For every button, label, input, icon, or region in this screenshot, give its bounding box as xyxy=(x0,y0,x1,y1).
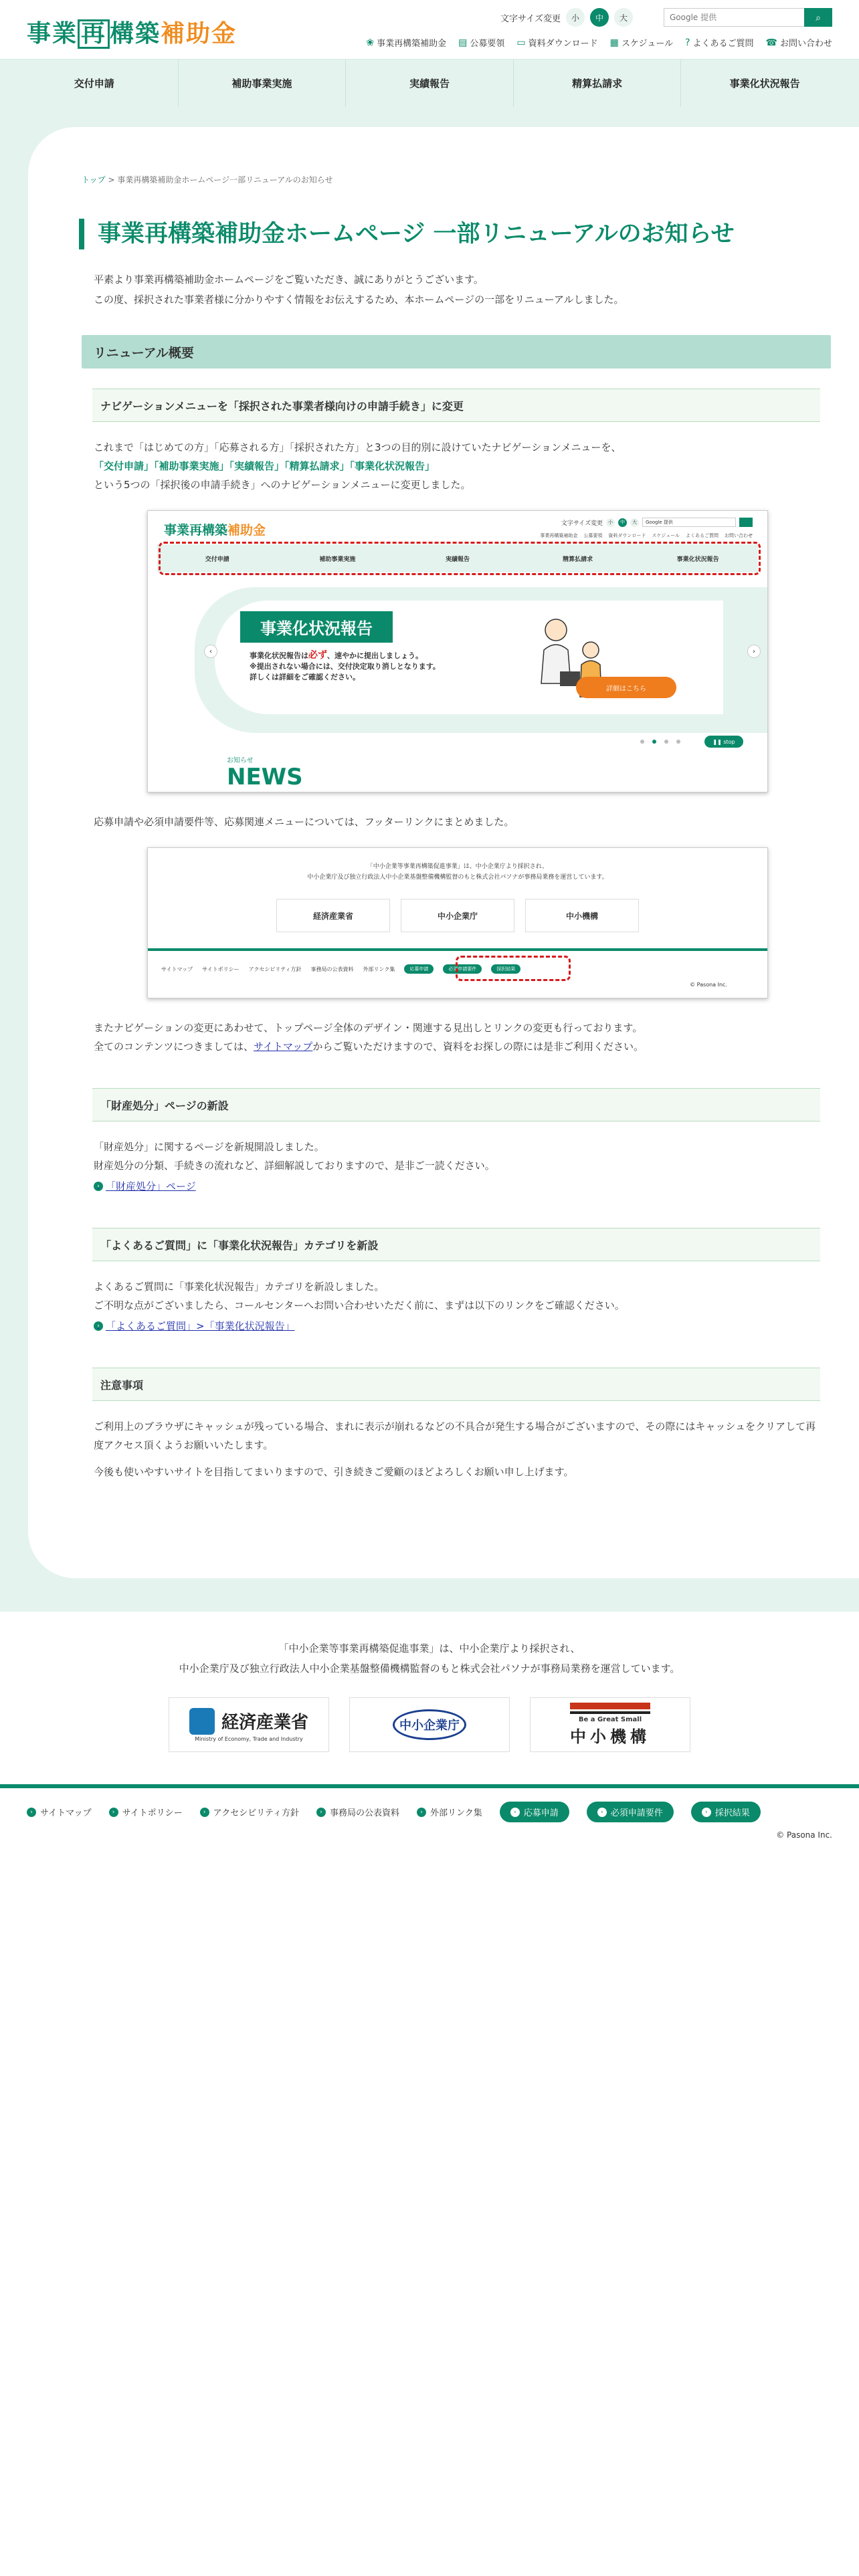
arrow-right-icon: › xyxy=(94,1182,103,1191)
copyright: © Pasona Inc. xyxy=(776,1830,832,1840)
mini-nav-item: 事業化状況報告 xyxy=(676,556,719,563)
screenshot-header-nav xyxy=(147,510,768,792)
footer-text xyxy=(0,1638,859,1679)
util-link-guidelines[interactable] xyxy=(458,36,504,49)
gnav-item-commercialization-report[interactable]: 事業化状況報告 xyxy=(729,78,800,90)
mini-hero xyxy=(195,587,767,733)
util-link-downloads[interactable] xyxy=(516,36,597,49)
footer-links xyxy=(0,1788,859,1822)
mini-footer-text xyxy=(148,861,767,883)
footer-line: 中小企業庁及び独立行政法人中小企業基盤整備機構監督のもと株式会社パソナが事務局業務を運営しています。 xyxy=(179,1662,680,1675)
paragraph: 財産処分の分類、手続きの流れなど、詳細解説しておりますので、是非ご一読ください。 xyxy=(94,1160,495,1172)
text: からご覧いただけますので、資料をお探しの際には是非ご利用ください。 xyxy=(312,1041,644,1053)
breadcrumb-current: 事業再構築補助金ホームページ一部リニューアルのお知らせ xyxy=(117,175,333,185)
chusho-logo: 中小企業庁 xyxy=(393,1709,466,1740)
font-size-small-button[interactable]: 小 xyxy=(566,8,585,27)
pause-icon: ❚❚ xyxy=(712,738,722,745)
mini-next-arrow-icon: › xyxy=(747,645,761,658)
paragraph-highlight: 「交付申請」「補助事業実施」「実績報告」「精算払請求」「事業化状況報告」 xyxy=(94,460,436,472)
mini-hero-badge: 事業化状況報告 xyxy=(240,611,393,643)
paragraph: という5つの「採択後の申請手続き」へのナビゲーションメニューに変更しました。 xyxy=(94,479,471,491)
section-heading-overview: リニューアル概要 xyxy=(82,335,831,368)
arrow-right-icon: › xyxy=(94,1321,103,1331)
footer-link-site-policy[interactable] xyxy=(109,1806,183,1818)
util-link-label: スケジュール xyxy=(621,39,674,49)
util-link-label: お問い合わせ xyxy=(779,39,832,49)
arrow-right-icon: › xyxy=(109,1808,118,1817)
meti-english-name: Ministry of Economy, Trade and Industry xyxy=(195,1735,303,1742)
paragraph: よくあるご質問に「事業化状況報告」カテゴリを新設しました。 xyxy=(94,1281,385,1293)
subheading-faq-category: 「よくあるご質問」に「事業化状況報告」カテゴリを新設 xyxy=(92,1228,820,1261)
mini-util-link: 公募要領 xyxy=(583,533,603,538)
mini-stop-button xyxy=(704,736,743,748)
calendar-icon: ▦ xyxy=(609,37,619,48)
mini-nav-item: 補助事業実施 xyxy=(319,556,356,563)
intro-line: 平素より事業再構築補助金ホームページをご覧いただき、誠にありがとうございます。 xyxy=(94,274,484,286)
hero-text-part: 、速やかに提出しましょう。 xyxy=(327,651,423,660)
mini-nav-item: 精算払請求 xyxy=(563,556,593,563)
document-icon: ▤ xyxy=(458,37,468,48)
arrow-right-icon: › xyxy=(417,1808,426,1817)
mini-footer-pill: 必須申請要件 xyxy=(443,964,482,974)
subheading-property-disposal: 「財産処分」ページの新設 xyxy=(92,1088,820,1121)
property-disposal-body xyxy=(82,1138,820,1196)
mini-hero-detail-button: 詳細はこちら xyxy=(576,677,676,698)
question-icon: ? xyxy=(685,37,690,48)
mini-footer-link: 事務局の公表資料 xyxy=(310,966,354,972)
intro xyxy=(82,270,831,310)
footer-logos xyxy=(0,1697,859,1752)
mini-font-label: 文字サイズ変更 xyxy=(561,520,603,527)
mini-search: Google 提供 xyxy=(642,518,736,527)
footer-link-accessibility[interactable] xyxy=(200,1806,299,1818)
screenshot-footer xyxy=(147,847,768,998)
footer-pill-label: 必須申請要件 xyxy=(610,1808,663,1818)
highlight-dashed-box xyxy=(159,542,761,575)
breadcrumb xyxy=(82,174,831,185)
arrow-right-icon: › xyxy=(200,1808,209,1817)
mini-smrj-logo: 中小機構 xyxy=(525,899,639,932)
page-title: 事業再構築補助金ホームページ 一部リニューアルのお知らせ xyxy=(79,219,831,249)
breadcrumb-home[interactable]: トップ xyxy=(82,175,106,185)
gnav-item-performance-report[interactable]: 実績報告 xyxy=(346,60,514,107)
utility-links xyxy=(366,36,832,49)
mini-util-link: お問い合わせ xyxy=(725,533,753,538)
mini-nav-item: 交付申請 xyxy=(205,556,229,563)
util-link-contact[interactable] xyxy=(766,36,832,49)
logo-text-c: 構築 xyxy=(110,20,161,47)
font-size-medium-button[interactable]: 中 xyxy=(590,8,609,27)
folder-icon: ▭ xyxy=(516,37,526,48)
footer-link-external[interactable] xyxy=(417,1806,482,1818)
paragraph: またナビゲーションの変更にあわせて、トップページ全体のデザイン・関連する見出しとリンクの変更も行っております。 xyxy=(94,1022,643,1034)
footer-pill-label: 採択結果 xyxy=(714,1808,750,1818)
breadcrumb-separator: > xyxy=(108,175,115,185)
notes-body xyxy=(82,1417,820,1481)
carousel-dot xyxy=(640,740,644,744)
gnav-item-grant-application[interactable]: 交付申請 xyxy=(11,60,179,107)
footer-line: 「中小企業等事業再構築促進事業」は、中小企業庁より採択され、 xyxy=(278,1642,581,1654)
footer-link-public-docs[interactable] xyxy=(316,1806,399,1818)
mini-util-link: スケジュール xyxy=(652,533,680,538)
global-nav xyxy=(0,59,859,107)
arrow-right-icon: › xyxy=(27,1808,36,1817)
util-link-label: 事業再構築補助金 xyxy=(377,39,447,49)
gnav-item-payment-request[interactable]: 精算払請求 xyxy=(514,60,682,107)
mini-hero-text xyxy=(250,650,440,683)
header-tools xyxy=(500,8,832,27)
paragraph-with-link xyxy=(94,1037,820,1056)
util-link-label: よくあるご質問 xyxy=(692,39,754,49)
arrow-right-icon: › xyxy=(316,1808,326,1817)
leaf-icon: ❀ xyxy=(366,37,375,48)
arrow-right-icon: › xyxy=(510,1808,520,1817)
util-link-home[interactable] xyxy=(366,36,446,49)
intro-line: この度、採択された事業者様に分かりやすく情報をお伝えするため、本ホームページの一部をリニューアルしました。 xyxy=(94,294,624,306)
arrow-right-icon: › xyxy=(702,1808,711,1817)
footer-link-label: 外部リンク集 xyxy=(430,1808,482,1818)
footer-link-label: 事務局の公表資料 xyxy=(329,1808,399,1818)
footer-pill-results[interactable] xyxy=(691,1802,761,1822)
mini-footer-link: サイトポリシー xyxy=(202,966,240,972)
mini-footer-line: 中小企業庁及び独立行政法人中小企業基盤整備機構監督のもと株式会社パソナが事務局業務を運営しています。 xyxy=(307,874,608,881)
mini-prev-arrow-icon: ‹ xyxy=(204,645,217,658)
util-link-faq[interactable] xyxy=(685,36,753,49)
footer-link-label: サイトマップ xyxy=(40,1808,92,1818)
hero-text-emphasis: 必ず xyxy=(308,650,327,661)
faq-category-link[interactable] xyxy=(94,1317,295,1335)
mini-footer-pill: 応募申請 xyxy=(404,964,434,974)
mini-copyright: © Pasona Inc. xyxy=(690,982,727,988)
mini-footer-divider xyxy=(148,948,767,951)
property-disposal-link[interactable] xyxy=(94,1177,196,1196)
hero-text-line: 詳しくは詳細をご確認ください。 xyxy=(250,673,360,681)
gnav-item-project-implementation[interactable]: 補助事業実施 xyxy=(179,60,347,107)
mini-logo-text: 構築 xyxy=(202,523,228,538)
meti-mark-icon xyxy=(189,1708,215,1735)
meti-logo-link[interactable] xyxy=(169,1697,329,1752)
paragraph: 応募申請や必須申請要件等、応募関連メニューについては、フッターリンクにまとめました。 xyxy=(94,816,514,828)
mini-logo-text: 事業 xyxy=(164,523,190,538)
phone-icon: ☎ xyxy=(765,37,777,48)
logo-text-b: 再 xyxy=(78,19,110,49)
subheading-notes: 注意事項 xyxy=(92,1368,820,1401)
search-icon: ⌕ xyxy=(816,11,821,23)
logo-text-d: 補助金 xyxy=(161,20,237,47)
mini-news-label: お知らせ xyxy=(227,757,254,764)
paragraph: 「財産処分」に関するページを新規開設しました。 xyxy=(94,1141,324,1153)
mini-font-large: 大 xyxy=(630,518,639,527)
mini-footer-link: サイトマップ xyxy=(161,966,193,972)
content-card xyxy=(28,127,859,1578)
paragraph: ご利用上のブラウザにキャッシュが残っている場合、まれに表示が崩れるなどの不具合が発生する場合がございますので、その際にはキャッシュをクリアして再度アクセス頂くようお願いいたします。 xyxy=(94,1420,816,1451)
mini-news-heading: NEWS xyxy=(227,764,303,790)
highlight-dashed-box xyxy=(456,956,571,981)
footer-pill-requirements[interactable] xyxy=(587,1802,674,1822)
mini-logo-text: 補助金 xyxy=(227,523,266,538)
subheading-nav-change: ナビゲーションメニューを「採択された事業者様向けの申請手続き」に変更 xyxy=(92,389,820,422)
site-logo[interactable] xyxy=(27,15,237,49)
smrj-name: 中小機構 xyxy=(570,1727,650,1746)
footer-pill-label: 応募申請 xyxy=(523,1808,559,1818)
nav-change-body xyxy=(82,438,820,1056)
site-search xyxy=(664,8,832,27)
paragraph: これまで「はじめての方」「応募される方」「採択された方」と3つの目的別に設けていたナビゲーションメニューを、 xyxy=(94,441,622,453)
mini-util-link: よくあるご質問 xyxy=(686,533,719,538)
smrj-logo-link[interactable] xyxy=(530,1697,690,1752)
smrj-red-bar xyxy=(570,1703,650,1709)
mini-footer-link: 外部リンク集 xyxy=(363,966,395,972)
mini-util-links xyxy=(540,532,753,539)
mini-util-link: 事業再構築補助金 xyxy=(540,533,578,538)
hero-text-line: ※提出されない場合には、交付決定取り消しとなります。 xyxy=(250,662,440,671)
arrow-right-icon: › xyxy=(597,1808,607,1817)
carousel-dot xyxy=(664,740,668,744)
mini-footer-pill: 採択結果 xyxy=(491,964,520,974)
mini-stop-label: stop xyxy=(723,738,735,745)
util-link-label: 資料ダウンロード xyxy=(528,39,598,49)
footer-link-label: アクセシビリティ方針 xyxy=(213,1808,299,1818)
mini-font-small: 小 xyxy=(606,518,615,527)
smrj-tagline: Be a Great Small xyxy=(578,1716,642,1723)
mini-logo-text: 再 xyxy=(189,523,203,538)
util-link-label: 公募要領 xyxy=(470,39,505,49)
util-link-schedule[interactable] xyxy=(610,36,673,49)
mini-carousel-dots xyxy=(640,740,680,744)
footer-link-sitemap[interactable] xyxy=(27,1806,92,1818)
mini-font-medium: 中 xyxy=(618,518,627,527)
sitemap-link[interactable]: サイトマップ xyxy=(253,1041,313,1053)
mini-footer-link: アクセシビリティ方針 xyxy=(248,966,302,972)
link-label: 「よくあるご質問」>「事業化状況報告」 xyxy=(106,1320,295,1332)
faq-body xyxy=(82,1277,820,1335)
mini-search-button xyxy=(739,518,753,527)
mini-util-link: 資料ダウンロード xyxy=(608,533,646,538)
meti-logo xyxy=(189,1708,308,1735)
font-size-label: 文字サイズ変更 xyxy=(500,13,561,24)
carousel-dot xyxy=(676,740,680,744)
main-background xyxy=(0,107,859,1612)
site-footer xyxy=(0,1612,859,1840)
paragraph: ご不明な点がございましたら、コールセンターへお問い合わせいただく前に、まずは以下のリンクをご確認ください。 xyxy=(94,1299,625,1311)
mini-meti-logo: 経済産業省 xyxy=(276,899,390,932)
mini-chusho-logo: 中小企業庁 xyxy=(401,899,514,932)
site-header xyxy=(0,0,859,59)
text: 全てのコンテンツにつきましては、 xyxy=(94,1041,254,1053)
mini-footer-line: 「中小企業等事業再構築促進事業」は、中小企業庁より採択され、 xyxy=(367,863,549,870)
font-size-large-button[interactable]: 大 xyxy=(614,8,633,27)
footer-link-label: サイトポリシー xyxy=(122,1808,183,1818)
hero-text-part: 事業化状況報告は xyxy=(250,651,308,660)
mini-footer-logos xyxy=(148,899,767,932)
carousel-dot xyxy=(652,740,656,744)
mini-header-tools xyxy=(561,518,753,527)
meti-name: 経済産業省 xyxy=(221,1713,308,1733)
mini-nav-item: 実績報告 xyxy=(445,556,470,563)
mini-site-logo xyxy=(164,520,266,538)
logo-text-a: 事業 xyxy=(27,20,78,47)
search-input[interactable] xyxy=(664,8,804,27)
footer-pill-application[interactable] xyxy=(500,1802,569,1822)
search-button[interactable] xyxy=(804,8,832,27)
chusho-logo-link[interactable] xyxy=(349,1697,510,1752)
paragraph: 今後も使いやすいサイトを目指してまいりますので、引き続きご愛顧のほどよろしくお願い申し上げます。 xyxy=(94,1466,574,1478)
smrj-black-bar xyxy=(570,1711,650,1714)
link-label: 「財産処分」ページ xyxy=(106,1180,196,1192)
